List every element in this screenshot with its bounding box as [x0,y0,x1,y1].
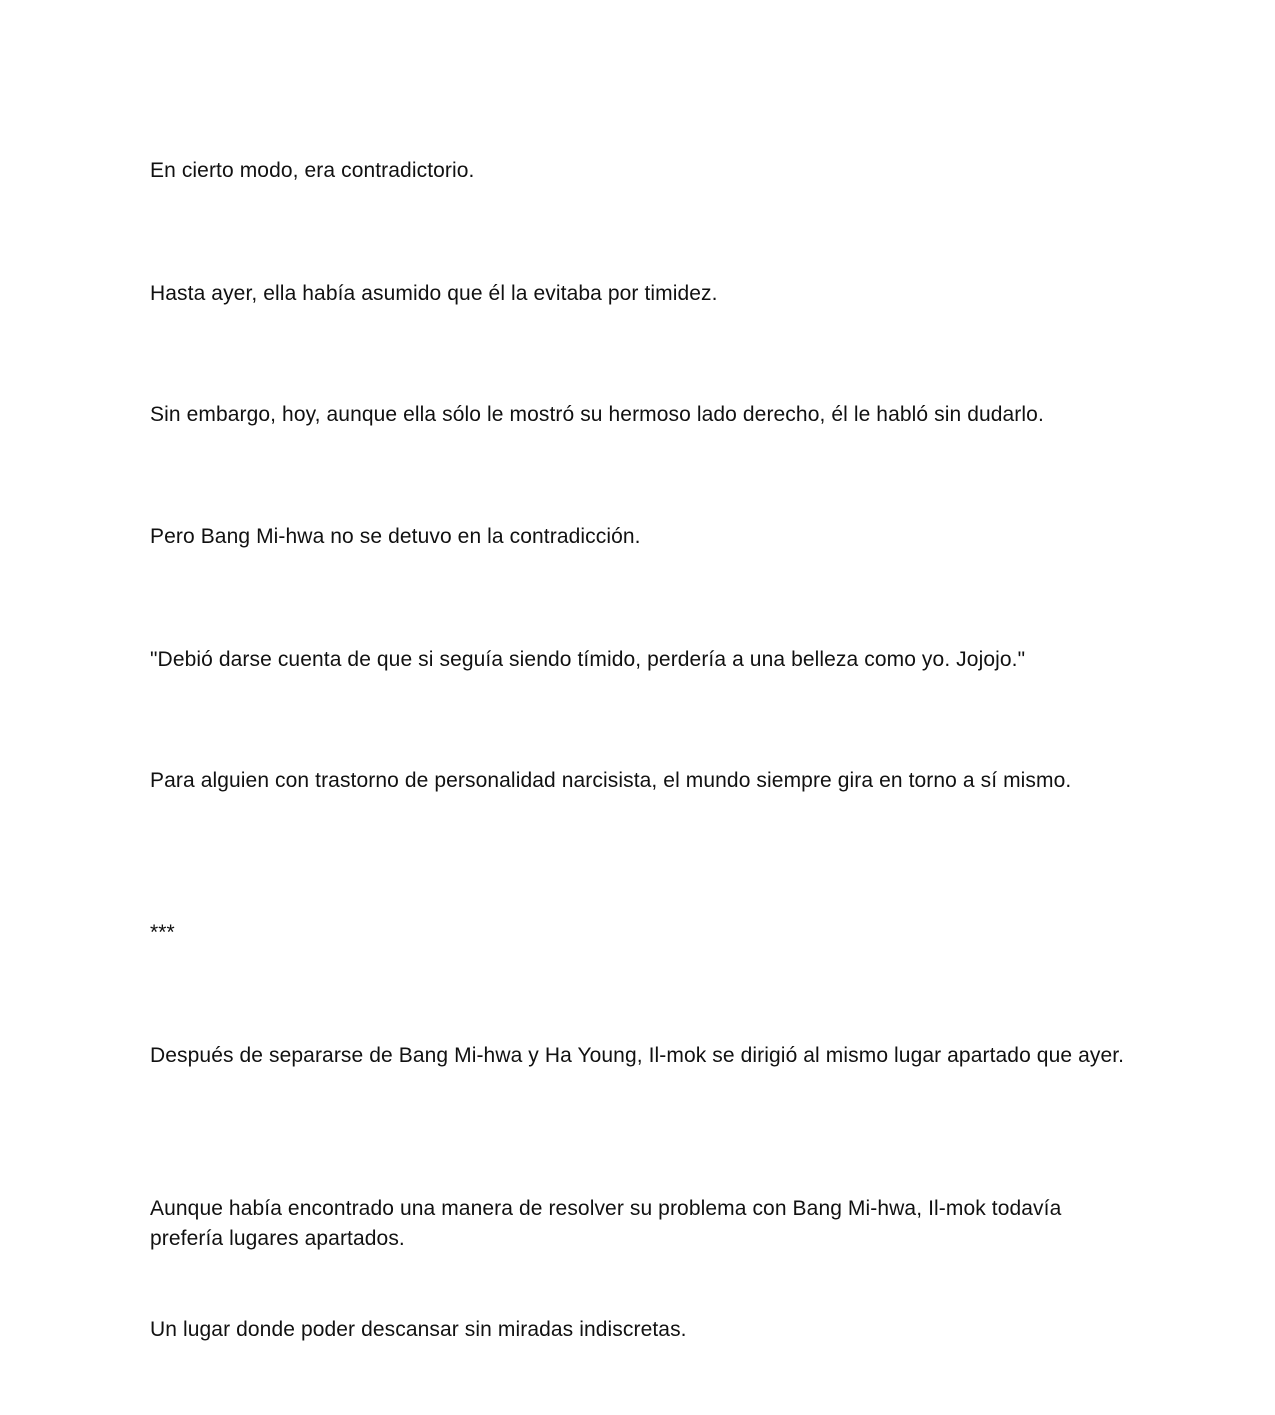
paragraph: Para alguien con trastorno de personalidad narcisista, el mundo siempre gira en torno a sí mismo. [150,769,1072,792]
paragraph: Aunque había encontrado una manera de resolver su problema con Bang Mi-hwa, Il-mok todavía prefería lugares apartados. [150,1197,1062,1250]
paragraph: Un lugar donde poder descansar sin miradas indiscretas. [150,1318,687,1341]
paragraph: En cierto modo, era contradictorio. [150,159,475,182]
paragraph: "Debió darse cuenta de que si seguía siendo tímido, perdería a una belleza como yo. Jojojo." [150,648,1026,671]
paragraph: Hasta ayer, ella había asumido que él la evitaba por timidez. [150,282,718,305]
section-separator: *** [150,921,175,944]
paragraph: Sin embargo, hoy, aunque ella sólo le mostró su hermoso lado derecho, él le habló sin dudarlo. [150,403,1044,426]
paragraph: Después de separarse de Bang Mi-hwa y Ha Young, Il-mok se dirigió al mismo lugar apartado que ayer. [150,1044,1125,1067]
paragraph: Pero Bang Mi-hwa no se detuvo en la contradicción. [150,525,641,548]
